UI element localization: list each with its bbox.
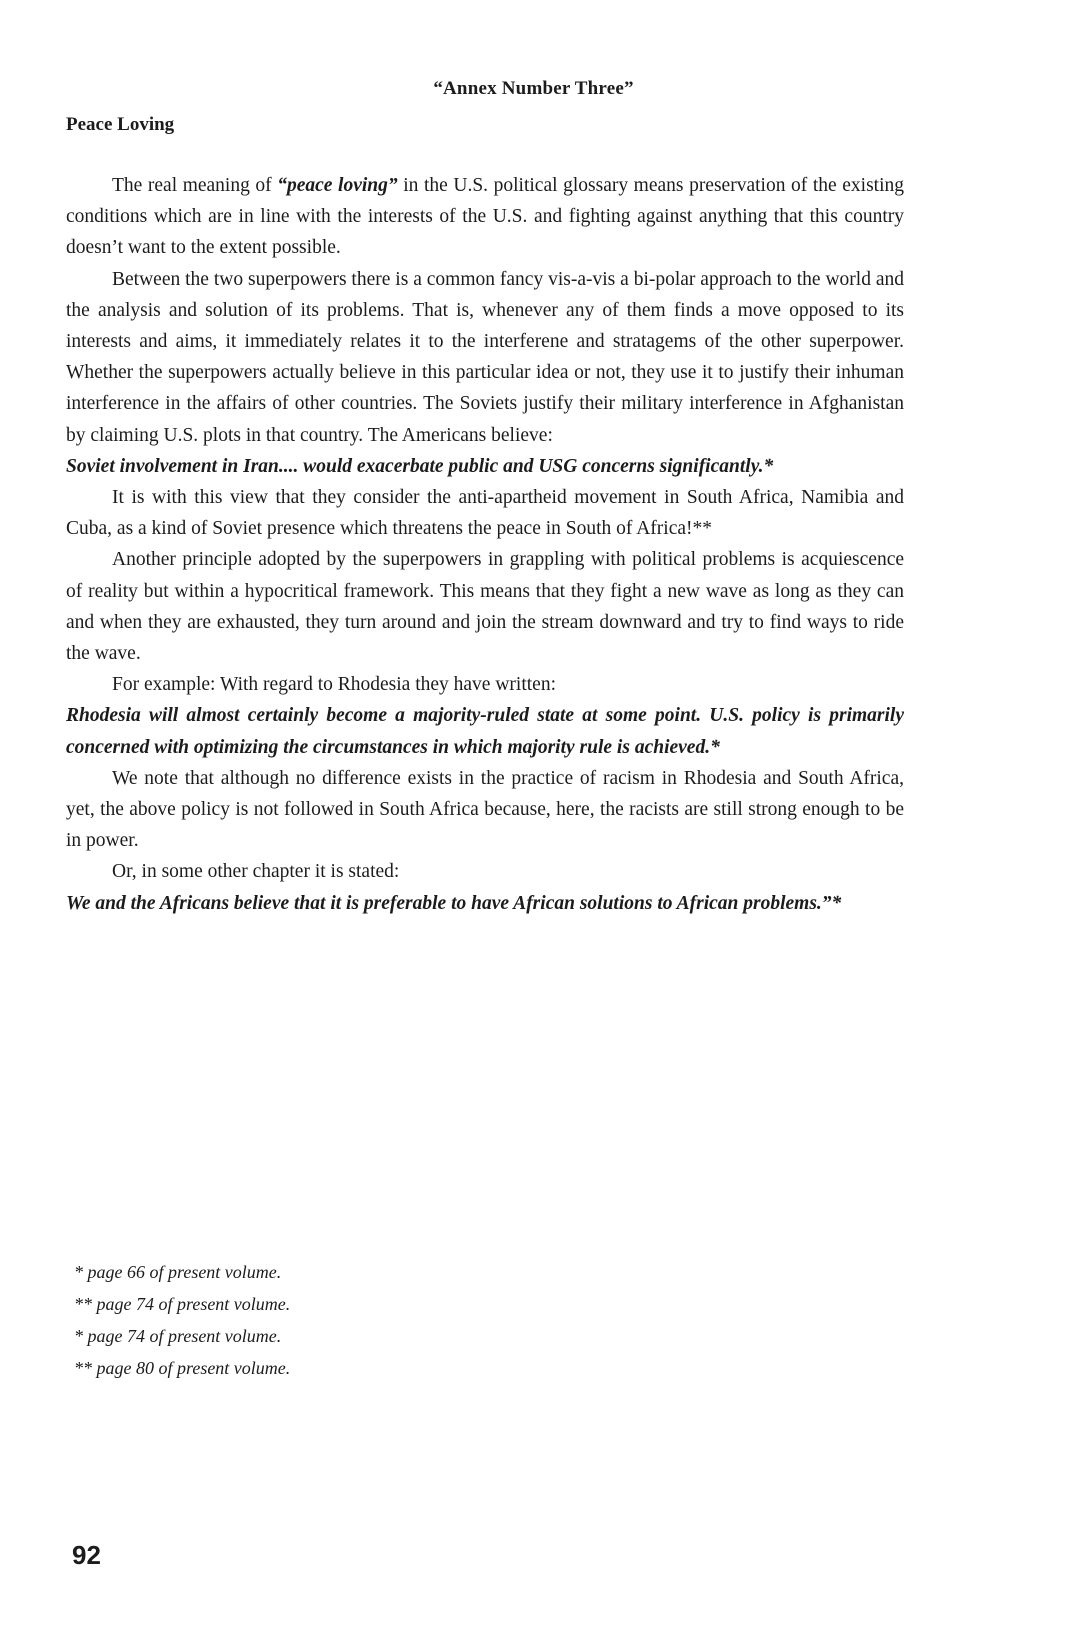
paragraph: For example: With regard to Rhodesia they have written: (112, 674, 556, 696)
footnote: ** page 74 of present volume. (74, 1294, 291, 1314)
paragraph: Another principle adopted by the superpowers in grappling with political problems is acquiescence of reality but within a hypocritical framework. This means that they fight a new wave as long as they can and when they are exhausted, they turn around and join the stream downward and try to find ways to ride the wave. (66, 549, 904, 665)
block-quote: Soviet involvement in Iran.... would exacerbate public and USG concerns significantly.* (66, 455, 774, 477)
paragraph-text: in the U.S. political glossary means preservation of the existing conditions which are in line with the interests of the U.S. and fighting against anything that this country doesn’t want to the extent possible. (66, 175, 904, 259)
page-number: 92 (72, 1540, 101, 1570)
block-quote: Rhodesia will almost certainly become a majority-ruled state at some point. U.S. policy is primarily concerned with optimizing the circumstances in which majority rule is achieved.* (66, 705, 904, 758)
footnotes (74, 1256, 290, 1384)
paragraph: We note that although no difference exists in the practice of racism in Rhodesia and South Africa, yet, the above policy is not followed in South Africa because, here, the racists are still strong enough to be in power. (66, 767, 904, 852)
paragraph (66, 170, 904, 264)
footnote: * page 74 of present volume. (74, 1326, 282, 1346)
paragraph: It is with this view that they consider the anti-apartheid movement in South Africa, Namibia and Cuba, as a kind of Soviet presence which threatens the peace in South of Africa!** (66, 487, 904, 540)
body-text (66, 170, 904, 919)
section-title: Peace Loving (66, 114, 175, 135)
footnote: * page 66 of present volume. (74, 1262, 282, 1282)
footnote: ** page 80 of present volume. (74, 1358, 291, 1378)
paragraph: Or, in some other chapter it is stated: (112, 861, 400, 883)
paragraph: Between the two superpowers there is a common fancy vis-a-vis a bi-polar approach to the world and the analysis and solution of its problems. That is, whenever any of them finds a move opposed to its interests and aims, it immediately relates it to the interferene and stratagems of the other superpower. Whether the superpowers actually believe in this particular idea or not, they use it to justify their inhuman interference in the affairs of other countries. The Soviets justify their military interference in Afghanistan by claiming U.S. plots in that country. The Americans believe: (66, 268, 904, 446)
emphasis-term: “peace loving” (277, 175, 398, 196)
paragraph-text: The real meaning of (112, 175, 278, 196)
block-quote: We and the Africans believe that it is preferable to have African solutions to African problems.”* (66, 892, 842, 914)
annex-title: “Annex Number Three” (433, 78, 634, 99)
